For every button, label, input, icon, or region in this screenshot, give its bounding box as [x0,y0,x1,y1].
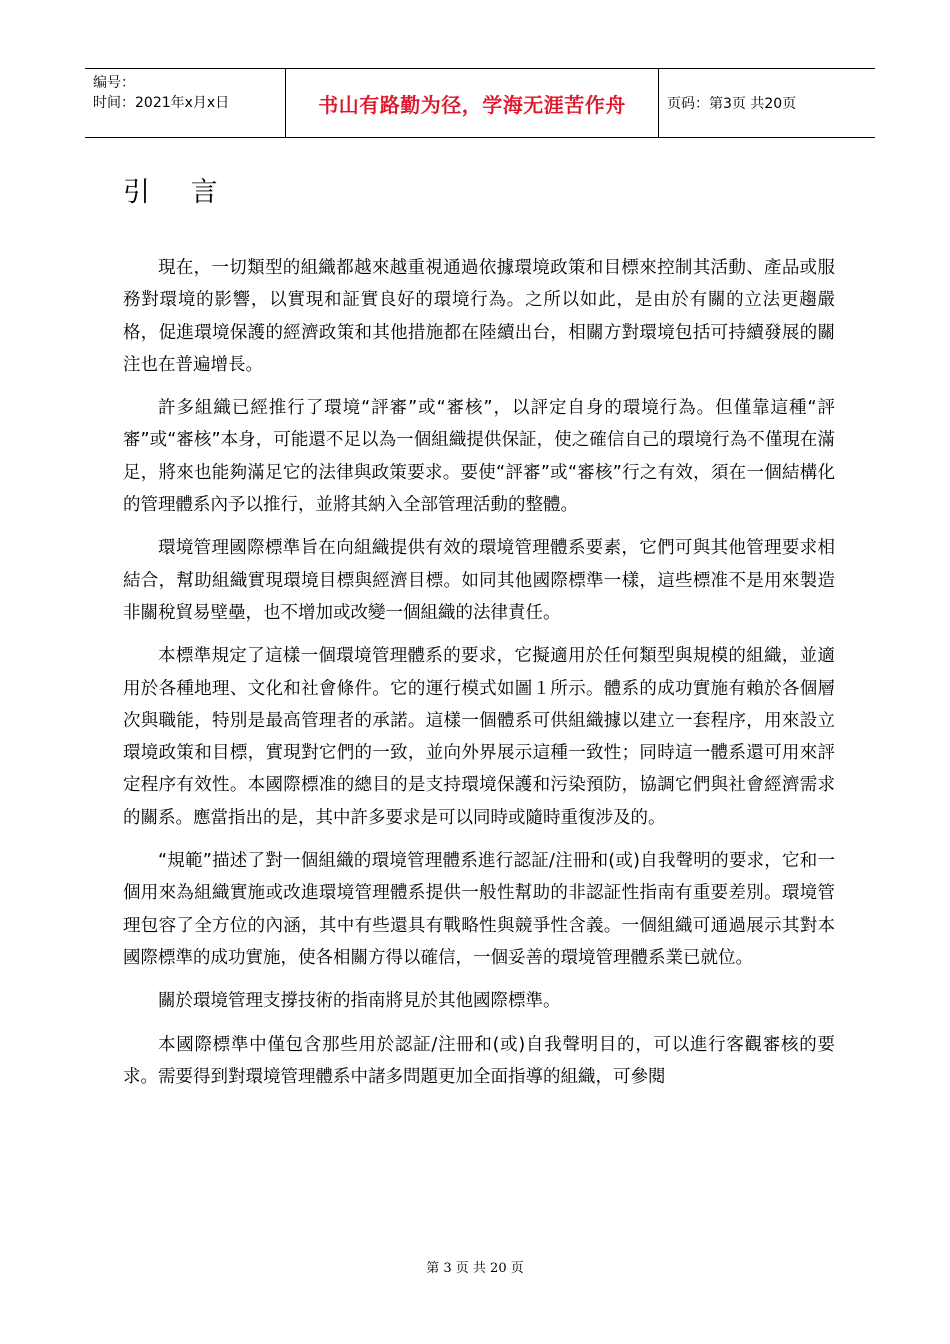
paragraph-4: 本標準規定了這樣一個環境管理體系的要求，它擬適用於任何類型與規模的組織，並適用於各種地理、文化和社會條件。它的運行模式如圖１所示。體系的成功實施有賴於各個層次與職能，特別是最高管理者的承諾。這樣一個體系可供組織據以建立一套程序，用來設立環境政策和目標，實現對它們的一致，並向外界展示這種一致性；同時這一體系還可用來評定程序有效性。本國際標准的總目的是支持環境保護和污染預防，協調它們與社會經濟需求的關系。應當指出的是，其中許多要求是可以同時或隨時重復涉及的。 [123,646,835,828]
paragraph-1: 現在，一切類型的組織都越來越重視通過依據環境政策和目標來控制其活動、產品或服務對環境的影響，以實現和証實良好的環境行為。之所以如此，是由於有關的立法更趨嚴格，促進環境保護的經濟政策和其他措施都在陸續出台，相關方對環境包括可持續發展的關注也在普遍增長。 [123,258,835,375]
paragraph-7: 本國際標準中僅包含那些用於認証/注冊和(或)自我聲明目的，可以進行客觀審核的要求。需要得到對環境管理體系中諸多問題更加全面指導的組織，可參閱 [123,1034,835,1087]
document-number-label: 编号： [93,75,135,91]
date-label: 时间：2021年x月x日 [93,95,230,111]
page-header [85,68,875,138]
paragraph-5: “規範”描述了對一個組織的環境管理體系進行認証/注冊和(或)自我聲明的要求，它和一個用來為組織實施或改進環境管理體系提供一般性幫助的非認証性指南有重要差別。環境管理包容了全方位的內涵，其中有些還具有戰略性與競爭性含義。一個組織可通過展示其對本國際標準的成功實施，使各相關方得以確信，一個妥善的環境管理體系業已就位。 [123,851,835,968]
paragraph-3: 環境管理國際標準旨在向組織提供有效的環境管理體系要素，它們可與其他管理要求相結合，幫助組織實現環境目標與經濟目標。如同其他國際標準一樣，這些標准不是用來製造非關稅貿易壁壘，也不增加或改變一個組織的法律責任。 [123,538,835,623]
header-meta [93,73,283,113]
page-footer: 第 3 页 共 20 页 [426,1261,524,1276]
body-text [123,252,835,1104]
section-heading: 引 言 [123,177,234,208]
page-info-text: 页码：第3页 共20页 [667,96,797,112]
motto-text: 书山有路勤为径，学海无涯苦作舟 [318,92,626,117]
header-motto-cell [285,69,659,137]
paragraph-6: 關於環境管理支撐技術的指南將見於其他國際標準。 [158,991,561,1012]
paragraph-2: 許多組織已經推行了環境“評審”或“審核”，以評定自身的環境行為。但僅靠這種“評審”或“審核”本身，可能還不足以為一個組織提供保証，使之確信自己的環境行為不僅現在滿足，將來也能夠滿足它的法律與政策要求。要使“評審”或“審核”行之有效，須在一個結構化的管理體系內予以推行，並將其納入全部管理活動的整體。 [123,398,835,516]
header-page-info [667,69,796,137]
